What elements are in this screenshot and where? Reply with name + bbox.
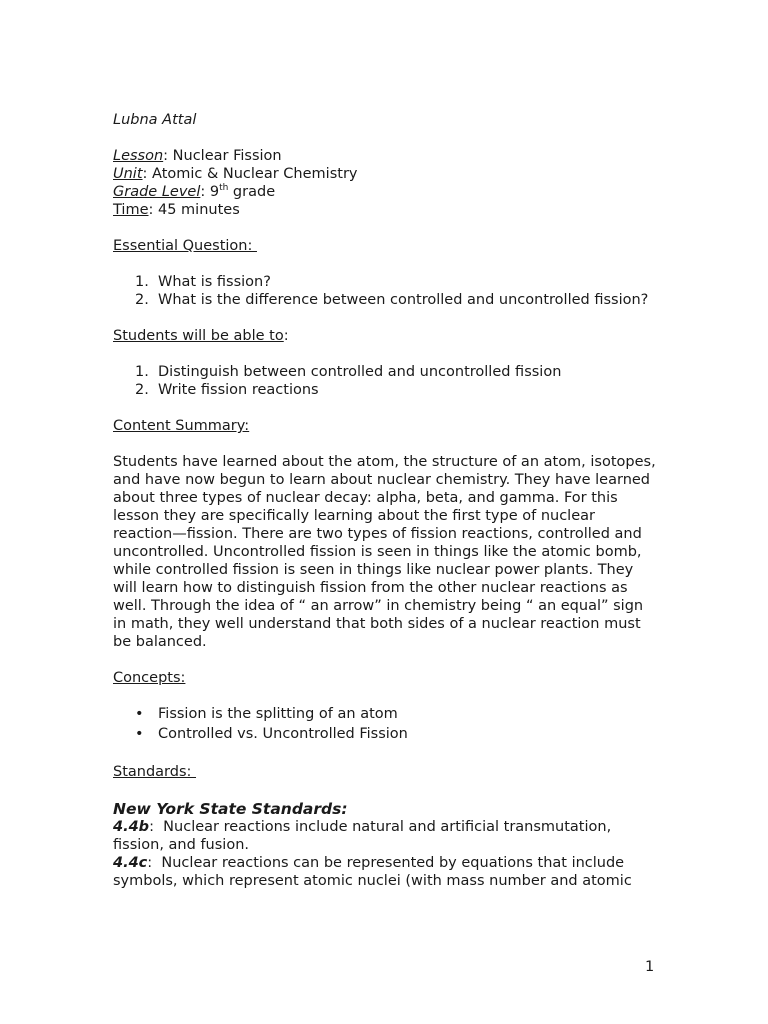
content-summary-paragraph: Students have learned about the atom, the structure of an atom, isotopes, and have now begun to learn about nuclear chemistry. They have learned about three types of nuclear decay: alpha, beta, and gamma. For this lesson they are specifically learning about the first type of nuclear reaction—fission. There are two types of fission reactions, controlled and uncontrolled. Uncontrolled fission is seen in things like the atomic bomb, while controlled fission is seen in things like nuclear power plants. They will learn how to distinguish fission from the other nuclear reactions as well. Through the idea of “ an arrow” in chemistry being “ an equal” sign in math, they well understand that both sides of a nuclear reaction must be balanced. <box>113 454 656 650</box>
grade-level-ordinal: th <box>219 183 229 193</box>
standard-code: 4.4b <box>113 819 150 835</box>
standard-code: 4.4c <box>113 855 148 871</box>
essential-question-list <box>113 273 658 309</box>
list-text: Controlled vs. Uncontrolled Fission <box>158 726 408 742</box>
page-number: 1 <box>645 959 655 975</box>
bullet-icon: • <box>135 706 144 722</box>
concepts-heading: Concepts: <box>113 670 186 686</box>
lesson-label: Lesson <box>113 148 164 164</box>
content-summary-heading: Content Summary: <box>113 418 250 434</box>
objectives-heading-colon: : <box>283 328 289 344</box>
standards-heading: Standards: <box>113 764 197 780</box>
document-body <box>113 111 658 890</box>
list-item <box>113 705 658 723</box>
standards-subheading: New York State Standards: <box>113 800 348 818</box>
objectives-list <box>113 363 658 399</box>
list-item <box>113 273 658 291</box>
time-field <box>113 201 658 219</box>
lesson-field <box>113 147 658 165</box>
list-item <box>113 725 658 743</box>
unit-label: Unit <box>113 166 143 182</box>
standard-text: : Nuclear reactions can be represented by equations that include symbols, which represent atomic nuclei (with mass number and atomic <box>113 855 632 889</box>
standard-text: : Nuclear reactions include natural and artificial transmutation, fission, and fusion. <box>113 819 616 853</box>
standard-item <box>113 818 658 854</box>
essential-question-heading: Essential Question: <box>113 238 257 254</box>
grade-level-suffix: grade <box>228 184 276 200</box>
list-number: 2. <box>135 292 149 308</box>
list-text: Write fission reactions <box>158 382 319 398</box>
list-item <box>113 363 658 381</box>
grade-level-field <box>113 183 658 201</box>
time-value: : 45 minutes <box>148 202 240 218</box>
unit-field <box>113 165 658 183</box>
list-number: 1. <box>135 274 149 290</box>
standard-item <box>113 854 658 890</box>
list-text: What is fission? <box>158 274 271 290</box>
bullet-icon: • <box>135 726 144 742</box>
list-text: Distinguish between controlled and uncontrolled fission <box>158 364 562 380</box>
grade-level-label: Grade Level <box>113 184 201 200</box>
list-number: 2. <box>135 382 149 398</box>
lesson-value: : Nuclear Fission <box>163 148 282 164</box>
list-text: Fission is the splitting of an atom <box>158 706 398 722</box>
grade-level-value: : 9 <box>200 184 220 200</box>
time-label: Time <box>113 202 149 218</box>
unit-value: : Atomic & Nuclear Chemistry <box>142 166 358 182</box>
list-item <box>113 381 658 399</box>
author-name: Lubna Attal <box>113 112 197 128</box>
lesson-info <box>113 147 658 219</box>
list-item <box>113 291 658 309</box>
objectives-heading-text: Students will be able to <box>113 328 284 344</box>
objectives-heading <box>113 327 658 345</box>
list-number: 1. <box>135 364 149 380</box>
concepts-list <box>113 705 658 743</box>
list-text: What is the difference between controlled and uncontrolled fission? <box>158 292 649 308</box>
